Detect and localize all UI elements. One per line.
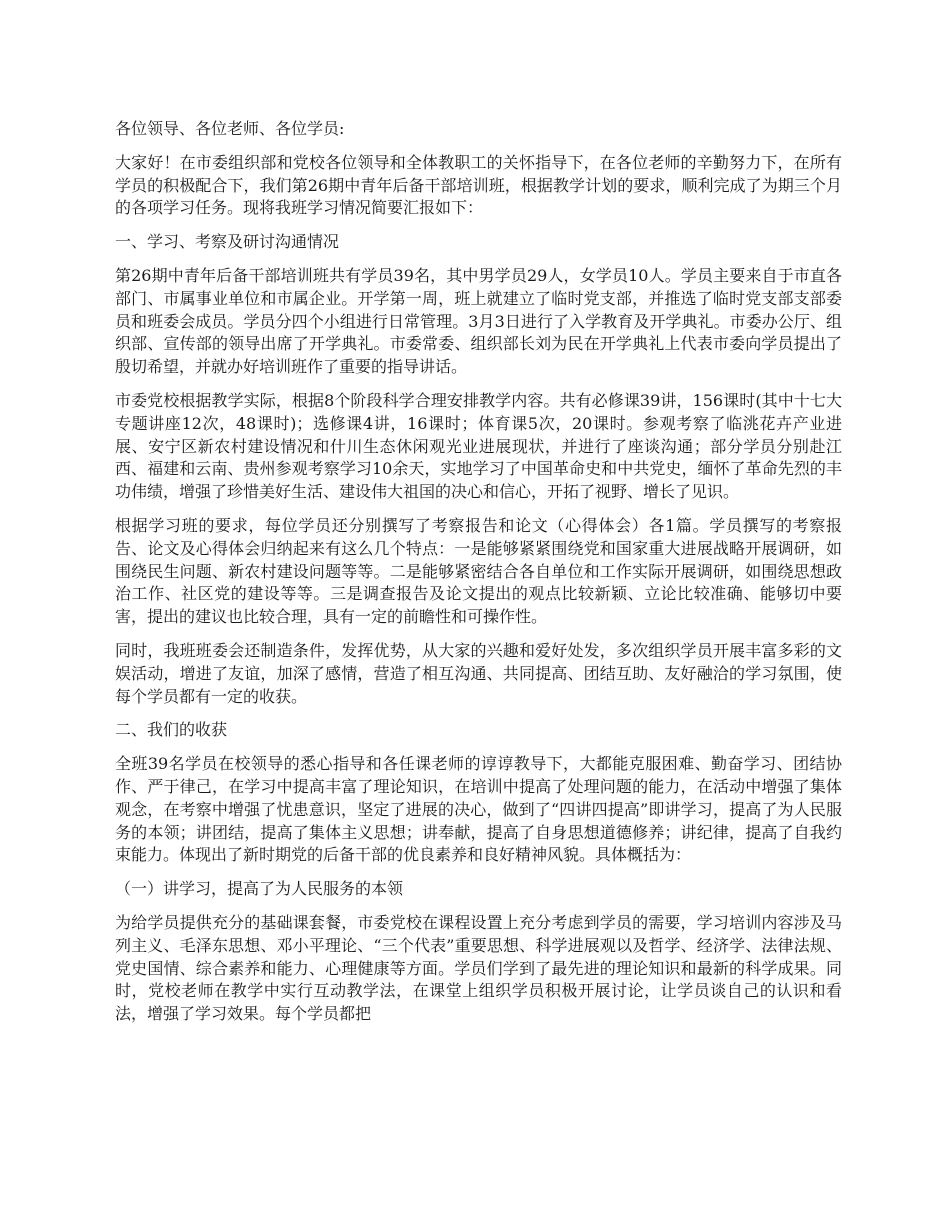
- salutation: 各位领导、各位老师、各位学员:: [115, 119, 345, 138]
- paragraph-study-detail: 为给学员提供充分的基础课套餐，市委党校在课程设置上充分考虑到学员的需要，学习培训内容涉及马列主义、毛泽东思想、邓小平理论、“三个代表”重要思想、科学进展观以及哲学、经济学、法律法规、党史国情、综合素养和能力、心理健康等方面。学员们学到了最先进的理论知识和最新的科学成果。同时，党校老师在教学中实行互动教学法，在课堂上组织学员积极开展讨论，让学员谈自己的认识和看法，增强了学习效果。每个学员都把: [115, 912, 842, 1024]
- section-heading-harvest: 二、我们的收获: [115, 720, 228, 740]
- paragraph-reports: 根据学习班的要求，每位学员还分别撰写了考察报告和论文（心得体会）各1篇。学员撰写的考察报告、论文及心得体会归纳起来有这么几个特点：一是能够紧紧围绕党和国家重大进展战略开展调研，如围绕民生问题、新农村建设问题等等。二是能够紧密结合各自单位和工作实际开展调研，如围绕思想政治工作、社区党的建设等等。三是调查报告及论文提出的观点比较新颖、立论比较准确、能够切中要害，提出的建议也比较合理，具有一定的前瞻性和可操作性。: [115, 515, 842, 627]
- paragraph-curriculum: 市委党校根据教学实际，根据8个阶段科学合理安排教学内容。共有必修课39讲，156课时(其中十七大专题讲座12次，48课时)；选修课4讲，16课时；体育课5次，20课时。参观考察了临洮花卉产业进展、安宁区新农村建设情况和什川生态休闲观光业进展现状，并进行了座谈沟通；部分学员分别赴江西、福建和云南、贵州参观考察学习10余天，实地学习了中国革命史和中共党史，缅怀了革命先烈的丰功伟绩，增强了珍惜美好生活、建设伟大祖国的决心和信心，开拓了视野、增长了见识。: [115, 390, 842, 502]
- paragraph-class-overview: 第26期中青年后备干部培训班共有学员39名，其中男学员29人，女学员10人。学员主要来自于市直各部门、市属事业单位和市属企业。开学第一周，班上就建立了临时党支部，并推选了临时党支部支部委员和班委会成员。学员分四个小组进行日常管理。3月3日进行了入学教育及开学典礼。市委办公厅、组织部、宣传部的领导出席了开学典礼。市委常委、组织部长刘为民在开学典礼上代表市委向学员提出了殷切希望，并就办好培训班作了重要的指导讲话。: [115, 265, 842, 377]
- opening-paragraph: 大家好！在市委组织部和党校各位领导和全体教职工的关怀指导下，在各位老师的辛勤努力下，在所有学员的积极配合下，我们第26期中青年后备干部培训班，根据教学计划的要求，顺利完成了为期三个月的各项学习任务。现将我班学习情况简要汇报如下：: [115, 152, 842, 218]
- document-body: [115, 118, 842, 1037]
- paragraph-harvest-summary: 全班39名学员在校领导的悉心指导和各任课老师的谆谆教导下，大都能克服困难、勤奋学习、团结协作、严于律己，在学习中提高丰富了理论知识，在培训中提高了处理问题的能力，在活动中增强了集体观念，在考察中增强了忧患意识，坚定了进展的决心，做到了“四讲四提高”即讲学习，提高了为人民服务的本领；讲团结，提高了集体主义思想；讲奉献，提高了自身思想道德修养；讲纪律，提高了自我约束能力。体现出了新时期党的后备干部的优良素养和良好精神风貌。具体概括为：: [115, 754, 842, 865]
- section-heading-study: 一、学习、考察及研讨沟通情况: [115, 232, 340, 252]
- subsection-heading-study: （一）讲学习，提高了为人民服务的本领: [115, 879, 404, 899]
- paragraph-activities: 同时，我班班委会还制造条件，发挥优势，从大家的兴趣和爱好处发，多次组织学员开展丰富多彩的文娱活动，增进了友谊，加深了感情，营造了相互沟通、共同提高、团结互助、友好融洽的学习氛围，使每个学员都有一定的收获。: [115, 640, 842, 706]
